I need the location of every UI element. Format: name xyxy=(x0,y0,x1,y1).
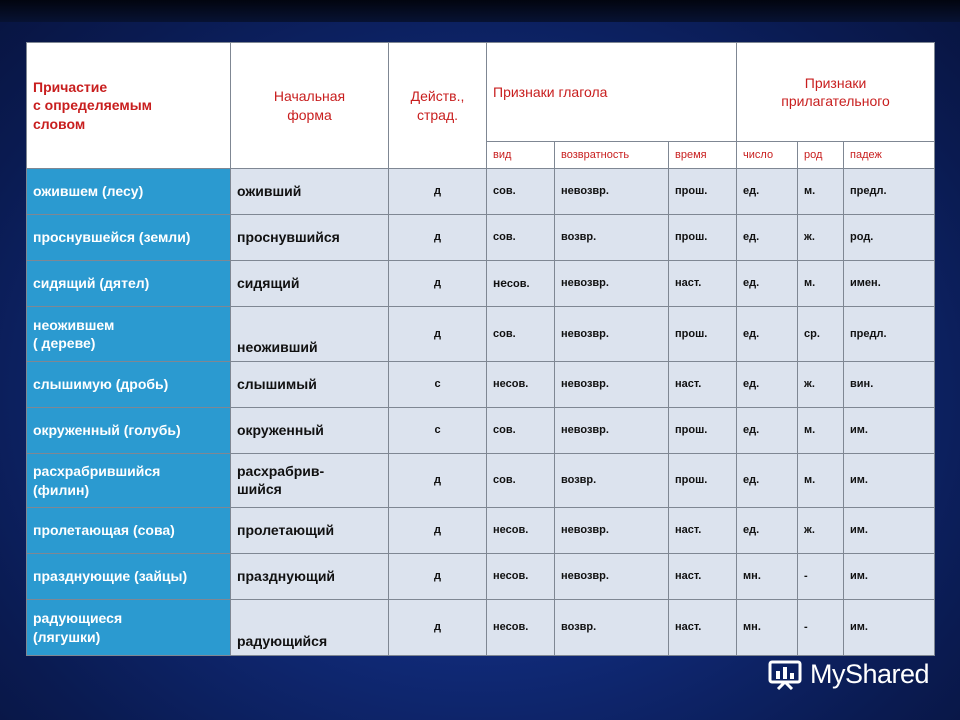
reflexive-cell: невозвр. xyxy=(555,169,669,215)
table-row xyxy=(27,408,935,454)
voice-cell: д xyxy=(389,600,487,656)
top-band xyxy=(0,0,960,22)
case-cell: им. xyxy=(844,600,935,656)
header-voice: Действ., страд. xyxy=(389,43,487,169)
tense-cell: прош. xyxy=(669,307,737,362)
number-cell: ед. xyxy=(737,408,798,454)
initial-form-cell: празднующий xyxy=(231,554,389,600)
tense-cell: наст. xyxy=(669,508,737,554)
case-cell: род. xyxy=(844,215,935,261)
subheader-number: число xyxy=(737,142,798,169)
voice-cell: д xyxy=(389,554,487,600)
voice-cell: д xyxy=(389,261,487,307)
number-cell: ед. xyxy=(737,215,798,261)
gender-cell: м. xyxy=(798,408,844,454)
initial-form-cell: пролетающий xyxy=(231,508,389,554)
aspect-cell: несов. xyxy=(487,600,555,656)
tense-cell: наст. xyxy=(669,261,737,307)
voice-cell: д xyxy=(389,307,487,362)
voice-cell: с xyxy=(389,408,487,454)
participle-cell: сидящий (дятел) xyxy=(27,261,231,307)
initial-form-cell: сидящий xyxy=(231,261,389,307)
tense-cell: наст. xyxy=(669,600,737,656)
voice-cell: д xyxy=(389,169,487,215)
initial-form-cell: радующийся xyxy=(231,600,389,656)
initial-form-cell: расхрабрив- шийся xyxy=(231,454,389,508)
gender-cell: ж. xyxy=(798,215,844,261)
header-initial-form: Начальная форма xyxy=(231,43,389,169)
number-cell: ед. xyxy=(737,454,798,508)
aspect-cell: сов. xyxy=(487,169,555,215)
aspect-cell xyxy=(487,261,555,307)
case-cell: вин. xyxy=(844,362,935,408)
table-row xyxy=(27,508,935,554)
reflexive-cell: невозвр. xyxy=(555,554,669,600)
tense-cell: прош. xyxy=(669,408,737,454)
watermark-text: MyShared xyxy=(810,659,930,689)
gender-cell: - xyxy=(798,554,844,600)
subheader-gender: род xyxy=(798,142,844,169)
table-row xyxy=(27,307,935,362)
table-row xyxy=(27,554,935,600)
gender-cell: м. xyxy=(798,261,844,307)
case-cell: им. xyxy=(844,454,935,508)
case-cell: имен. xyxy=(844,261,935,307)
reflexive-cell: невозвр. xyxy=(555,362,669,408)
reflexive-cell: возвр. xyxy=(555,600,669,656)
tense-cell: прош. xyxy=(669,215,737,261)
header-adj-signs: Признаки прилагательного xyxy=(737,43,935,142)
initial-form-cell: слышимый xyxy=(231,362,389,408)
participle-cell: ожившем (лесу) xyxy=(27,169,231,215)
reflexive-cell: возвр. xyxy=(555,215,669,261)
reflexive-cell: невозвр. xyxy=(555,408,669,454)
case-cell: им. xyxy=(844,408,935,454)
initial-form-cell: оживший xyxy=(231,169,389,215)
number-cell: мн. xyxy=(737,554,798,600)
aspect-cell: сов. xyxy=(487,307,555,362)
case-cell: им. xyxy=(844,508,935,554)
participle-cell: пролетающая (сова) xyxy=(27,508,231,554)
case-cell: предл. xyxy=(844,307,935,362)
tense-cell: наст. xyxy=(669,362,737,408)
initial-form-cell: неоживший xyxy=(231,307,389,362)
header-verb-signs: Признаки глагола xyxy=(487,43,737,142)
voice-cell: д xyxy=(389,215,487,261)
table-row xyxy=(27,362,935,408)
gender-cell: м. xyxy=(798,454,844,508)
voice-cell: д xyxy=(389,508,487,554)
aspect-cell: несов. xyxy=(487,362,555,408)
subheader-tense: время xyxy=(669,142,737,169)
number-cell: ед. xyxy=(737,508,798,554)
number-cell: ед. xyxy=(737,307,798,362)
aspect-value: сов. xyxy=(506,277,530,290)
tense-cell: наст. xyxy=(669,554,737,600)
participle-cell: проснувшейся (земли) xyxy=(27,215,231,261)
tense-cell: прош. xyxy=(669,169,737,215)
participle-cell: расхрабрившийся (филин) xyxy=(27,454,231,508)
initial-form-cell: окруженный xyxy=(231,408,389,454)
table-row xyxy=(27,261,935,307)
gender-cell: м. xyxy=(798,169,844,215)
subheader-case: падеж xyxy=(844,142,935,169)
case-cell: им. xyxy=(844,554,935,600)
participle-table xyxy=(26,42,935,656)
number-cell: ед. xyxy=(737,169,798,215)
aspect-cell: сов. xyxy=(487,454,555,508)
participle-cell: окруженный (голубь) xyxy=(27,408,231,454)
participle-cell: неожившем ( дереве) xyxy=(27,307,231,362)
table-row xyxy=(27,454,935,508)
number-cell: мн. xyxy=(737,600,798,656)
gender-cell: ж. xyxy=(798,508,844,554)
reflexive-cell: возвр. xyxy=(555,454,669,508)
number-cell: ед. xyxy=(737,261,798,307)
aspect-cell: сов. xyxy=(487,215,555,261)
table-row xyxy=(27,169,935,215)
voice-cell: д xyxy=(389,454,487,508)
table-row xyxy=(27,600,935,656)
gender-cell: - xyxy=(798,600,844,656)
aspect-cell: несов. xyxy=(487,508,555,554)
initial-form-cell: проснувшийся xyxy=(231,215,389,261)
gender-cell: ср. xyxy=(798,307,844,362)
table-row xyxy=(27,215,935,261)
subheader-reflexive: возвратность xyxy=(555,142,669,169)
voice-cell: с xyxy=(389,362,487,408)
reflexive-cell: невозвр. xyxy=(555,508,669,554)
reflexive-cell: невозвр. xyxy=(555,307,669,362)
aspect-cell: несов. xyxy=(487,554,555,600)
aspect-cell: сов. xyxy=(487,408,555,454)
header-participle: Причастие с определяемым словом xyxy=(27,43,231,169)
case-cell: предл. xyxy=(844,169,935,215)
aspect-prefix: не xyxy=(493,275,507,290)
subheader-aspect: вид xyxy=(487,142,555,169)
number-cell: ед. xyxy=(737,362,798,408)
participle-cell: празднующие (зайцы) xyxy=(27,554,231,600)
tense-cell: прош. xyxy=(669,454,737,508)
participle-cell: слышимую (дробь) xyxy=(27,362,231,408)
presentation-board-icon xyxy=(768,658,802,690)
myshared-logo xyxy=(768,656,938,694)
gender-cell: ж. xyxy=(798,362,844,408)
participle-cell: радующиеся (лягушки) xyxy=(27,600,231,656)
reflexive-cell: невозвр. xyxy=(555,261,669,307)
